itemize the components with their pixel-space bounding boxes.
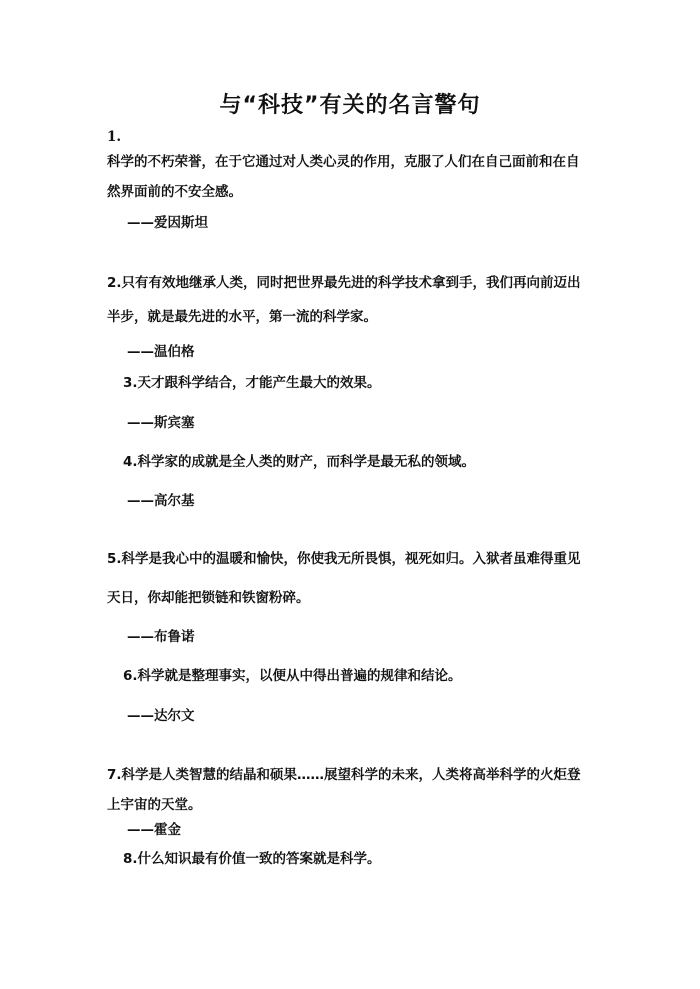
quote-5-line-2: 天日，你却能把锁链和铁窗粉碎。: [107, 590, 310, 606]
quote-1-line-1: 科学的不朽荣誉，在于它通过对人类心灵的作用，克服了人们在自己面前和在自: [107, 154, 580, 170]
quote-6-author: ——达尔文: [127, 708, 195, 724]
quote-4-text: 4.科学家的成就是全人类的财产，而科学是最无私的领域。: [123, 454, 476, 470]
quote-2-author: ——温伯格: [127, 344, 195, 360]
quote-8-text: 8.什么知识最有价值一致的答案就是科学。: [123, 851, 381, 867]
quote-7-author: ——霍金: [127, 822, 181, 838]
quote-6-text: 6.科学就是整理事实，以便从中得出普遍的规律和结论。: [123, 668, 462, 684]
quote-2-line-1: 2.只有有效地继承人类，同时把世界最先进的科学技术拿到手，我们再向前迈出: [107, 275, 581, 291]
quote-7-line-2: 上宇宙的天堂。: [107, 797, 202, 813]
quote-4-author: ——高尔基: [127, 493, 195, 509]
quote-3-text: 3.天才跟科学结合，才能产生最大的效果。: [123, 375, 381, 391]
quote-5-author: ——布鲁诺: [127, 629, 195, 645]
quote-7-line-1: 7.科学是人类智慧的结晶和硕果……展望科学的未来，人类将高举科学的火炬登: [107, 767, 581, 783]
document-title: 与“科技”有关的名言警句: [219, 93, 481, 118]
quote-1-line-2: 然界面前的不安全感。: [107, 184, 242, 200]
quote-1-author: ——爱因斯坦: [127, 215, 208, 231]
quote-number-1: 1.: [107, 129, 122, 145]
quote-2-line-2: 半步，就是最先进的水平，第一流的科学家。: [107, 309, 377, 325]
quote-3-author: ——斯宾塞: [127, 415, 195, 431]
quote-5-line-1: 5.科学是我心中的温暖和愉快，你使我无所畏惧，视死如归。入狱者虽难得重见: [107, 551, 581, 567]
